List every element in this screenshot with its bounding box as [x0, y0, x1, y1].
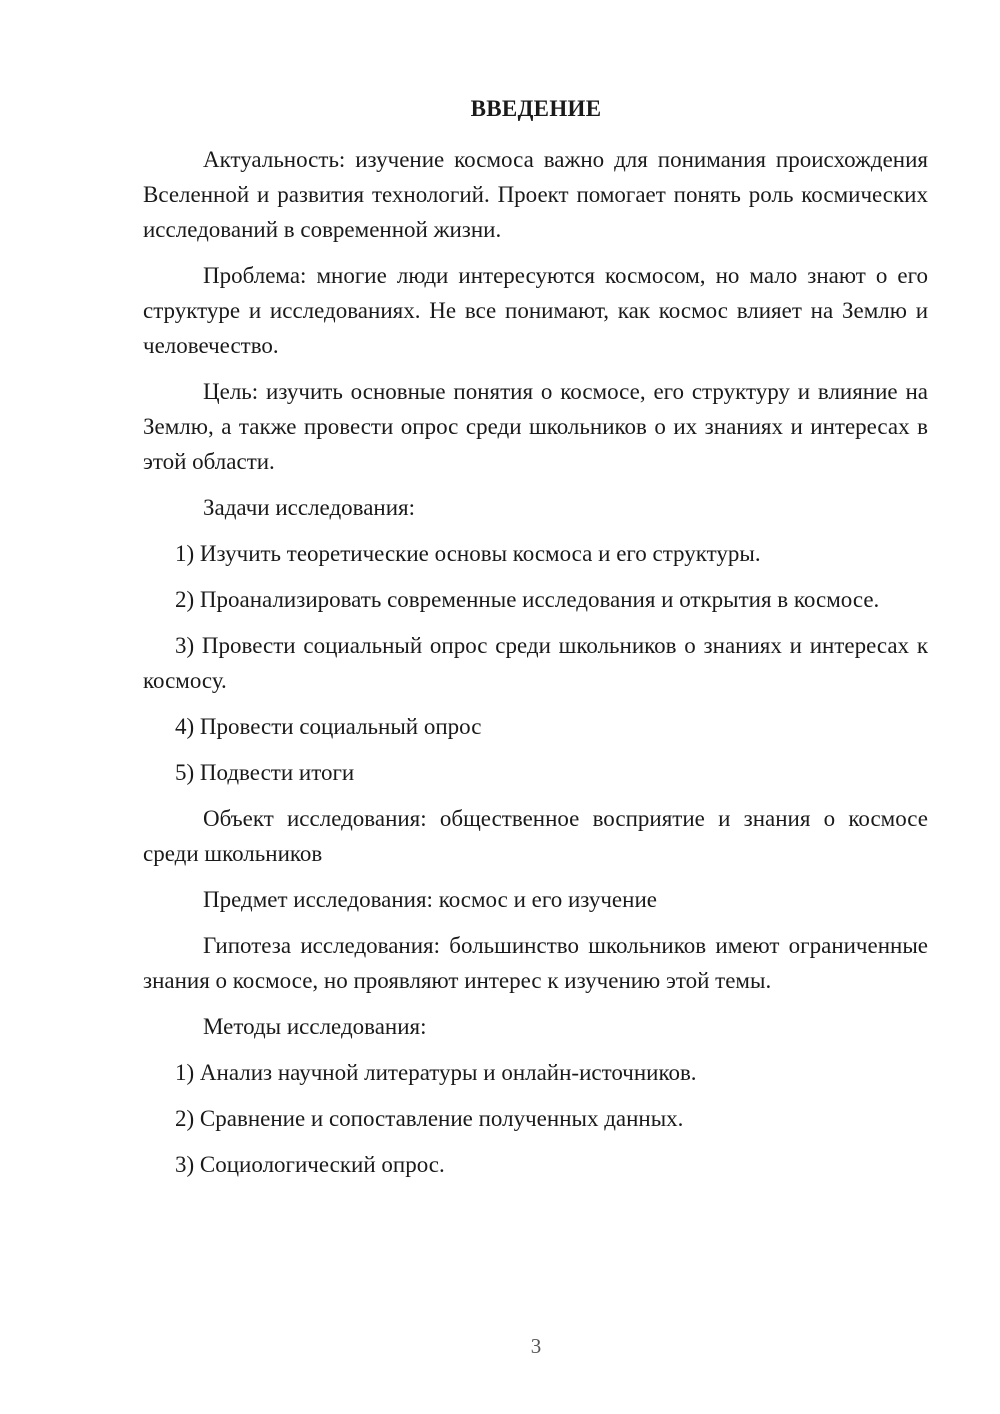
method-item-3: 3) Социологический опрос.: [175, 1152, 445, 1177]
task-item-5: 5) Подвести итоги: [175, 760, 355, 785]
method-item-2: 2) Сравнение и сопоставление полученных данных.: [175, 1106, 684, 1131]
tasks-heading: Задачи исследования:: [203, 495, 416, 520]
page-title: ВВЕДЕНИЕ: [470, 96, 602, 121]
problem-paragraph: Проблема: многие люди интересуются космосом, но мало знают о его структуре и исследованиях. Не все понимают, как космос влияет на Землю и человечество.: [143, 263, 928, 358]
document-body: [143, 142, 928, 1193]
task-item-2: 2) Проанализировать современные исследования и открытия в космосе.: [175, 587, 880, 612]
page-number: 3: [530, 1334, 542, 1358]
hypothesis-paragraph: Гипотеза исследования: большинство школьников имеют ограниченные знания о космосе, но проявляют интерес к изучению этой темы.: [143, 933, 928, 993]
methods-heading: Методы исследования:: [203, 1014, 427, 1039]
object-paragraph: Объект исследования: общественное восприятие и знания о космосе среди школьников: [143, 806, 928, 866]
method-item-1: 1) Анализ научной литературы и онлайн-источников.: [175, 1060, 697, 1085]
task-item-3: 3) Провести социальный опрос среди школьников о знаниях и интересах к космосу.: [143, 633, 928, 693]
task-item-1: 1) Изучить теоретические основы космоса и его структуры.: [175, 541, 761, 566]
task-item-4: 4) Провести социальный опрос: [175, 714, 482, 739]
relevance-paragraph: Актуальность: изучение космоса важно для понимания происхождения Вселенной и развития технологий. Проект помогает понять роль космических исследований в современной жизни.: [143, 147, 928, 242]
goal-paragraph: Цель: изучить основные понятия о космосе, его структуру и влияние на Землю, а также провести опрос среди школьников о их знаниях и интересах в этой области.: [143, 379, 928, 474]
subject-paragraph: Предмет исследования: космос и его изучение: [203, 887, 657, 912]
